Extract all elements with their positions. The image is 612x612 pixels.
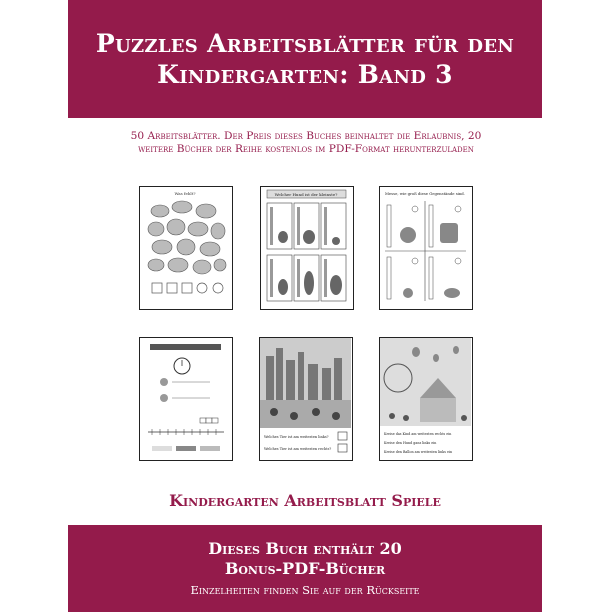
worksheet-thumbnail-fruit-puzzle xyxy=(139,186,233,310)
worksheet-thumbnail-measure-objects xyxy=(379,186,473,310)
worksheet-thumbnail-city-animals xyxy=(259,337,353,461)
worksheet-question: Kreise das Kind am weitesten rechts ein xyxy=(384,432,452,436)
details-note: Einzelheiten finden Sie auf der Rückseite xyxy=(190,583,420,597)
worksheet-heading: Was fehlt? xyxy=(174,191,196,196)
worksheet-thumbnail-clock-numberline xyxy=(139,337,233,461)
title-banner xyxy=(68,0,542,118)
bonus-line-2: Bonus-PDF-Bücher xyxy=(224,559,386,578)
book-subtitle: 50 Arbeitsblätter. Der Preis dieses Buches beinhaltet die Erlaubnis, 20 weitere Bücher der Reihe kostenlos im PDF-Format herunterzuladen xyxy=(130,130,482,155)
worksheet-thumbnail-dog-sizes xyxy=(260,186,354,310)
worksheet-question: Kreise den Ballon am weitesten links ein xyxy=(384,450,453,454)
bonus-banner xyxy=(68,525,542,612)
worksheet-heading: Messe, wie groß diese Gegenstände sind. xyxy=(385,191,465,196)
bonus-line-1: Dieses Buch enthält 20 xyxy=(208,539,402,558)
series-title: Kindergarten Arbeitsblatt Spiele xyxy=(169,491,441,510)
worksheet-question: Welches Tier ist am weitesten rechts? xyxy=(264,447,332,451)
worksheet-question: Kreise den Hund ganz links ein xyxy=(384,441,437,445)
book-title: Puzzles Arbeitsblätter für den Kindergarten: Band 3 xyxy=(95,29,515,89)
worksheet-thumbnail-fairground xyxy=(379,337,473,461)
worksheet-heading: Welcher Hund ist der kleinste? xyxy=(274,192,338,197)
worksheet-question: Welches Tier ist am weitesten links? xyxy=(264,435,329,439)
